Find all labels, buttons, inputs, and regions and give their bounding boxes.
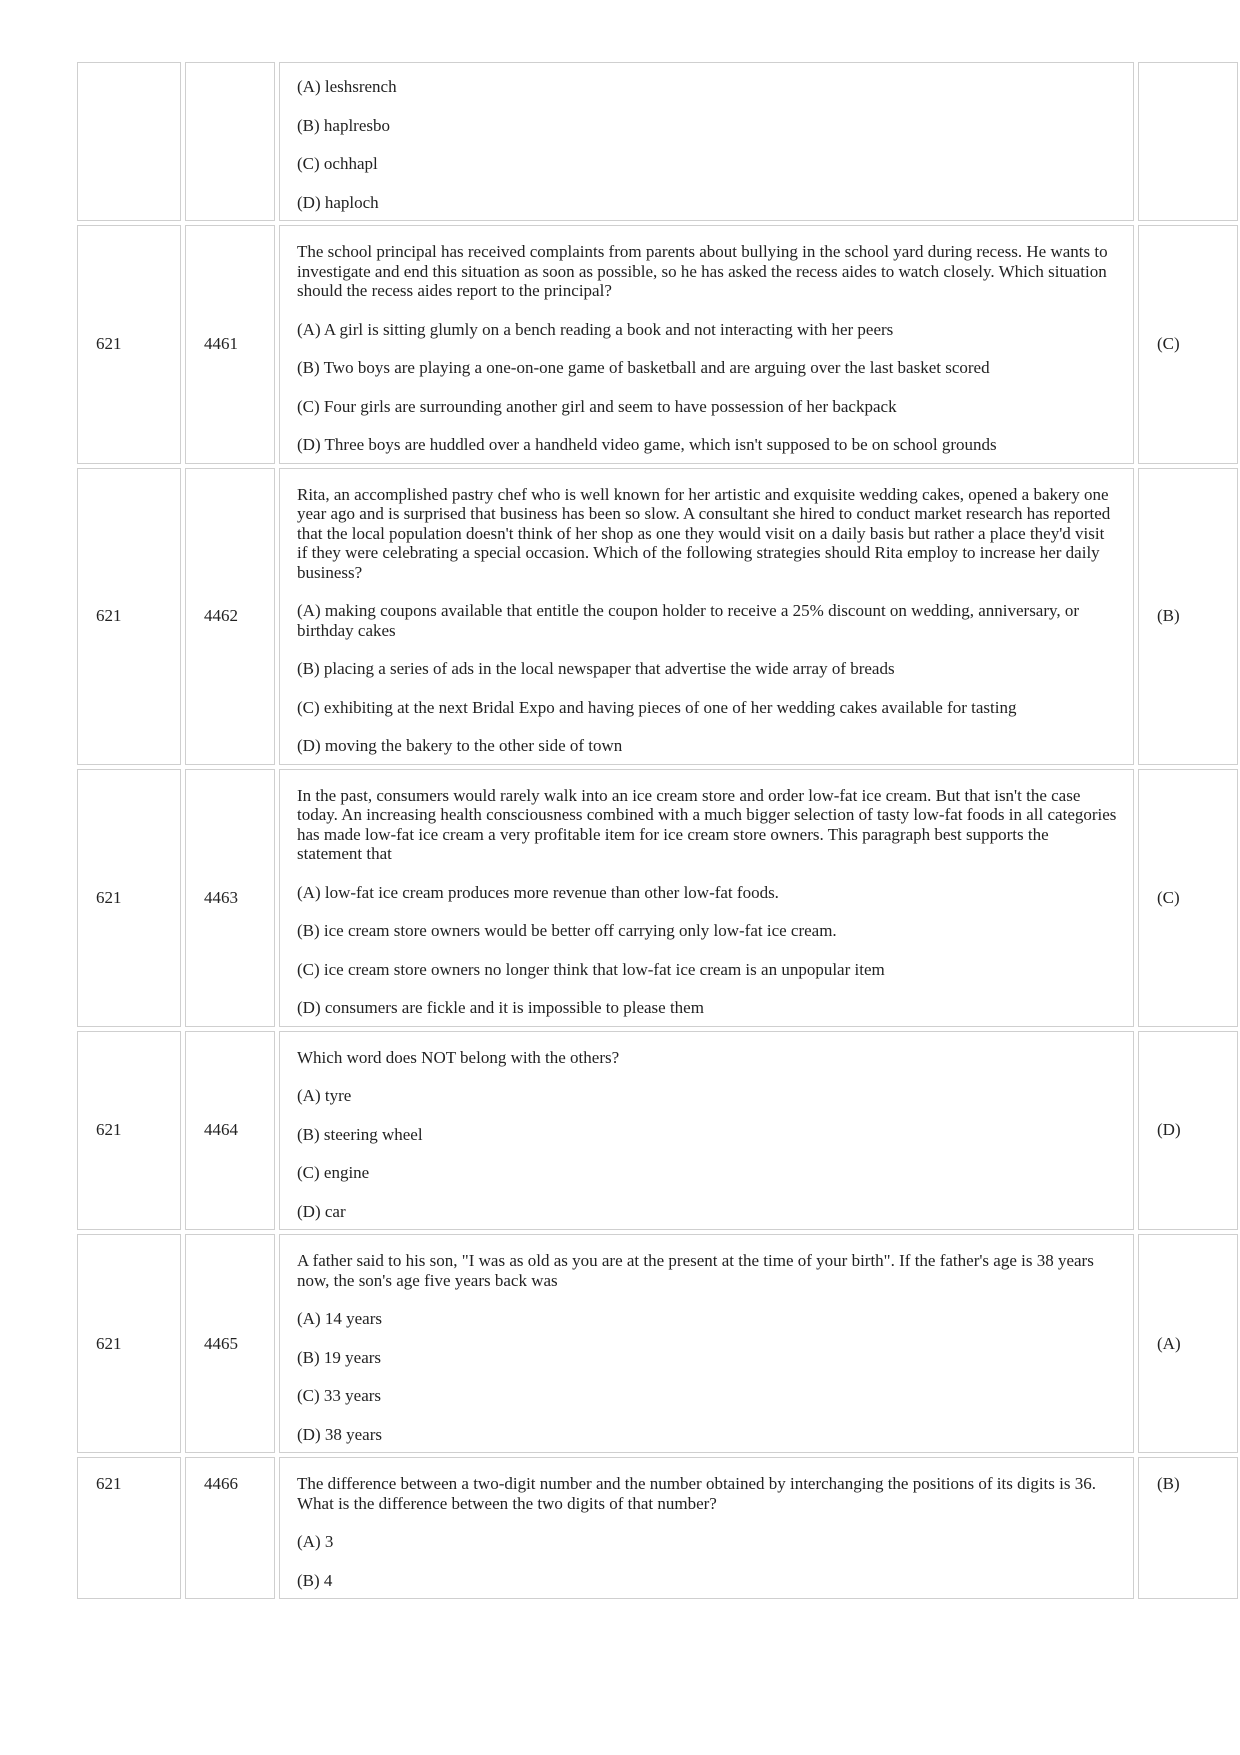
- table-row: [77, 769, 1238, 1027]
- set-text: 621: [96, 1474, 122, 1493]
- id-cell: [185, 769, 275, 1027]
- answer-text: (C): [1157, 887, 1180, 907]
- set-cell: [77, 468, 181, 765]
- answer-cell: [1138, 62, 1238, 221]
- question-cell: [279, 468, 1134, 765]
- id-text: 4464: [204, 1120, 238, 1140]
- answer-cell: [1138, 225, 1238, 464]
- table-row: [77, 468, 1238, 765]
- set-cell: [77, 1457, 181, 1599]
- set-cell: [77, 1234, 181, 1453]
- id-text: 4463: [204, 887, 238, 907]
- answer-cell: [1138, 468, 1238, 765]
- id-text: 4462: [204, 606, 238, 625]
- option-text: (A) A girl is sitting glumly on a bench reading a book and not interacting with her peers: [297, 319, 894, 339]
- table-row: [77, 1031, 1238, 1231]
- id-cell: [185, 468, 275, 765]
- id-cell: [185, 62, 275, 221]
- answer-text: (C): [1157, 334, 1180, 354]
- id-text: 4466: [204, 1474, 238, 1493]
- answer-cell: [1138, 1031, 1238, 1231]
- option-text: (B) placing a series of ads in the local newspaper that advertise the wide array of breads: [297, 659, 895, 678]
- question-table-body: [77, 62, 1238, 1599]
- option-text: (B) 4: [297, 1570, 333, 1590]
- id-cell: [185, 1234, 275, 1453]
- question-text: The difference between a two-digit number and the number obtained by interchanging the positions of its digits is 36. What is the difference between the two digits of that number?: [297, 1474, 1096, 1513]
- set-text: 621: [96, 1120, 122, 1140]
- table-row: [77, 1457, 1238, 1599]
- option-text: (A) 3: [297, 1532, 334, 1551]
- option-text: (D) Three boys are huddled over a handheld video game, which isn't supposed to be on school grounds: [297, 435, 997, 454]
- question-cell: [279, 769, 1134, 1027]
- option-text: (C) exhibiting at the next Bridal Expo and having pieces of one of her wedding cakes available for tasting: [297, 697, 1017, 717]
- question-cell: [279, 1031, 1134, 1231]
- answer-text: (B): [1157, 606, 1180, 625]
- answer-text: (A): [1157, 1333, 1181, 1353]
- question-cell: [279, 1234, 1134, 1453]
- option-text: (C) 33 years: [297, 1386, 382, 1405]
- question-cell: [279, 225, 1134, 464]
- question-text: The school principal has received complaints from parents about bullying in the school yard during recess. He wants to investigate and end this situation as soon as possible, so he has asked the recess aides to watch closely. Which situation should the recess aides report to the principal?: [297, 242, 1108, 300]
- set-cell: [77, 225, 181, 464]
- option-text: (B) 19 years: [297, 1347, 382, 1367]
- table-row: [77, 225, 1238, 464]
- option-text: (D) car: [297, 1201, 346, 1221]
- option-text: (A) making coupons available that entitle the coupon holder to receive a 25% discount on wedding, anniversary, or birthday cakes: [297, 601, 1080, 640]
- option-text: (C) engine: [297, 1163, 370, 1182]
- id-cell: [185, 225, 275, 464]
- question-text: In the past, consumers would rarely walk into an ice cream store and order low-fat ice cream. But that isn't the case today. An increasing health consciousness combined with a much bigger selection of tasty low-fat foods in all categories has made low-fat ice cream a very profitable item for ice cream store owners. This paragraph best supports the statement that: [297, 785, 1117, 863]
- id-cell: [185, 1457, 275, 1599]
- question-text: Which word does NOT belong with the others?: [297, 1047, 620, 1067]
- set-cell: [77, 1031, 181, 1231]
- option-text: (B) steering wheel: [297, 1124, 423, 1144]
- option-text: (D) moving the bakery to the other side of town: [297, 736, 623, 755]
- table-row: [77, 1234, 1238, 1453]
- option-text: (D) 38 years: [297, 1424, 382, 1444]
- set-text: 621: [96, 1333, 122, 1353]
- id-cell: [185, 1031, 275, 1231]
- set-cell: [77, 62, 181, 221]
- question-text: Rita, an accomplished pastry chef who is well known for her artistic and exquisite wedding cakes, opened a bakery one year ago and is surprised that business has been so slow. A consultant she hired to conduct market research has reported that the local population doesn't think of her shop as one they would visit on a daily basis but rather a place they'd visit if they were celebrating a special occasion. Which of the following strategies should Rita employ to increase her daily business?: [297, 484, 1111, 582]
- answer-text: (B): [1157, 1474, 1180, 1493]
- question-table: [73, 58, 1240, 1603]
- set-cell: [77, 769, 181, 1027]
- option-text: (B) ice cream store owners would be better off carrying only low-fat ice cream.: [297, 921, 837, 940]
- option-text: (D) consumers are fickle and it is impossible to please them: [297, 998, 704, 1017]
- option-text: (B) haplresbo: [297, 115, 391, 135]
- option-text: (A) 14 years: [297, 1309, 382, 1328]
- set-text: 621: [96, 334, 122, 354]
- option-text: (B) Two boys are playing a one-on-one game of basketball and are arguing over the last basket scored: [297, 358, 990, 377]
- set-text: 621: [96, 887, 122, 907]
- table-row-continued: [77, 62, 1238, 221]
- option-text: (A) low-fat ice cream produces more revenue than other low-fat foods.: [297, 882, 779, 902]
- id-text: 4461: [204, 334, 238, 354]
- answer-cell: [1138, 1234, 1238, 1453]
- question-text: A father said to his son, "I was as old as you are at the present at the time of your birth". If the father's age is 38 years now, the son's age five years back was: [297, 1251, 1094, 1290]
- option-text: (D) haploch: [297, 192, 379, 212]
- option-text: (A) tyre: [297, 1086, 352, 1105]
- question-cell: [279, 62, 1134, 221]
- question-cell: [279, 1457, 1134, 1599]
- set-text: 621: [96, 606, 122, 625]
- option-text: (C) ice cream store owners no longer think that low-fat ice cream is an unpopular item: [297, 959, 885, 979]
- option-text: (A) leshsrench: [297, 77, 397, 96]
- answer-text: (D): [1157, 1120, 1181, 1140]
- answer-cell: [1138, 1457, 1238, 1599]
- option-text: (C) Four girls are surrounding another girl and seem to have possession of her backpack: [297, 396, 897, 416]
- answer-cell: [1138, 769, 1238, 1027]
- option-text: (C) ochhapl: [297, 154, 378, 173]
- id-text: 4465: [204, 1333, 238, 1353]
